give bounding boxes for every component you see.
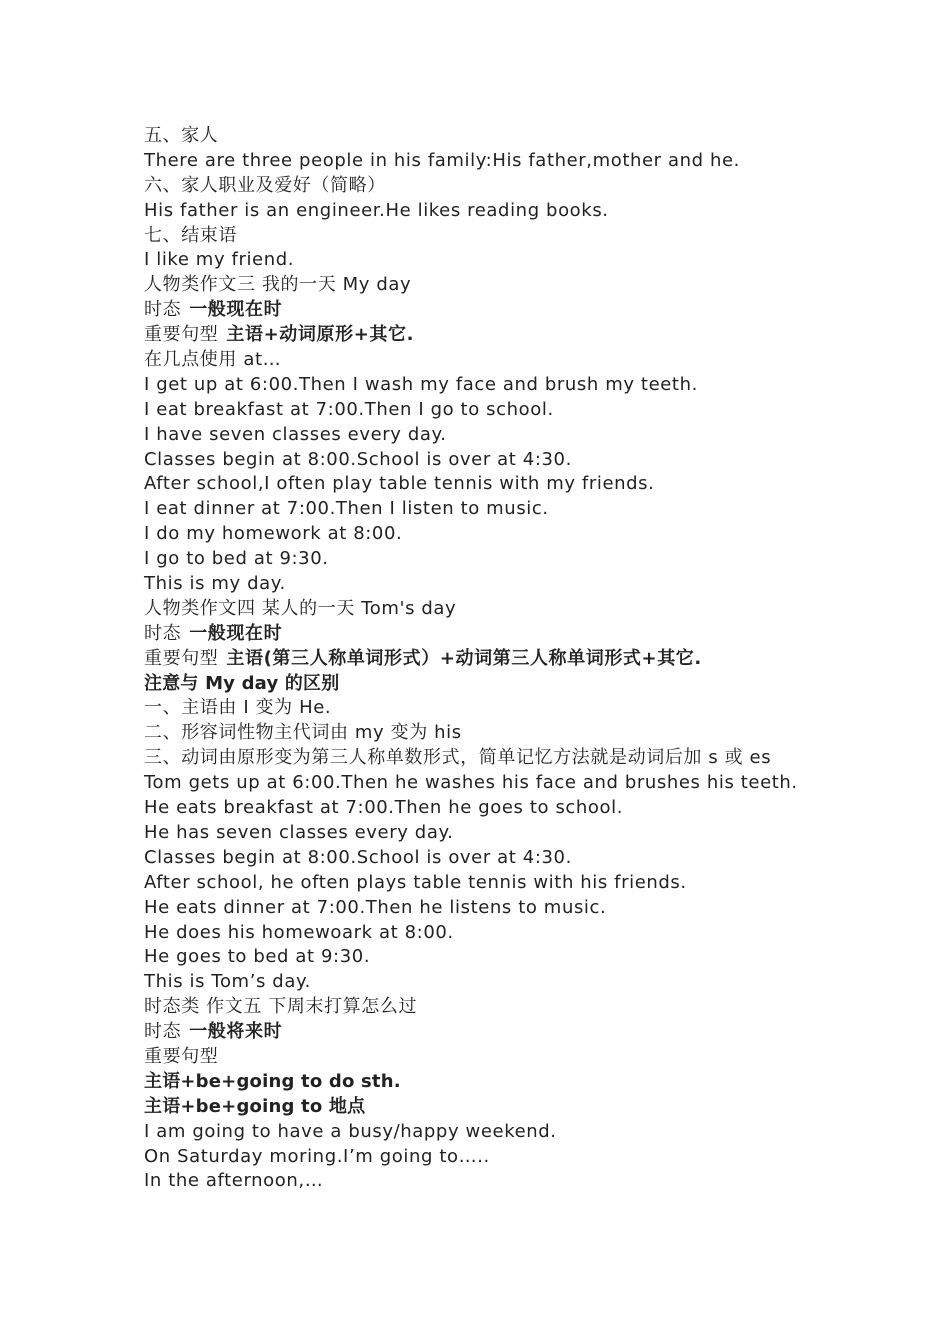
text-line: 主语+be+going to 地点 <box>144 1095 366 1117</box>
text-line: I am going to have a busy/happy weekend. <box>144 1120 557 1142</box>
line-label: 时态 <box>144 299 182 321</box>
text-line <box>144 647 814 672</box>
text-line: 人物类作文四 某人的一天 Tom's day <box>144 597 457 619</box>
line-label: 重要句型 <box>144 647 219 669</box>
text-line: 在几点使用 at… <box>144 349 282 371</box>
line-label: 重要句型 <box>144 324 219 346</box>
line-label: 时态 <box>144 622 182 644</box>
text-line: Classes begin at 8:00.School is over at 4:30. <box>144 846 572 868</box>
text-line: After school,I often play table tennis with my friends. <box>144 473 655 495</box>
text-line: I get up at 6:00.Then I wash my face and brush my teeth. <box>144 373 698 395</box>
text-line: He goes to bed at 9:30. <box>144 946 371 968</box>
text-line <box>144 323 814 348</box>
line-emphasis: 主语+动词原形+其它. <box>226 324 415 346</box>
line-label: 时态 <box>144 1021 182 1043</box>
text-line <box>144 1020 814 1045</box>
text-line: 时态类 作文五 下周末打算怎么过 <box>144 996 418 1018</box>
text-line: There are three people in his family:His father,mother and he. <box>144 149 740 171</box>
text-line: He eats breakfast at 7:00.Then he goes to school. <box>144 797 624 819</box>
text-line: In the afternoon,… <box>144 1170 324 1192</box>
text-line: I have seven classes every day. <box>144 423 447 445</box>
text-line: 二、形容词性物主代词由 my 变为 his <box>144 722 462 744</box>
text-line: He eats dinner at 7:00.Then he listens to music. <box>144 896 607 918</box>
text-line: 注意与 My day 的区别 <box>144 672 340 694</box>
text-line: 重要句型 <box>144 1045 219 1067</box>
line-emphasis: 一般现在时 <box>189 299 283 321</box>
text-line: 人物类作文三 我的一天 My day <box>144 274 412 296</box>
text-line: His father is an engineer.He likes reading books. <box>144 199 609 221</box>
text-line: 五、家人 <box>144 125 219 146</box>
line-emphasis: 一般现在时 <box>189 622 283 644</box>
text-line <box>144 622 814 647</box>
text-line: I do my homework at 8:00. <box>144 523 403 545</box>
text-line: I eat breakfast at 7:00.Then I go to school. <box>144 398 554 420</box>
line-emphasis: 一般将来时 <box>189 1021 283 1043</box>
text-line: 六、家人职业及爱好（简略） <box>144 174 386 196</box>
text-line: On Saturday moring.I’m going to….. <box>144 1145 490 1167</box>
text-line: He does his homewoark at 8:00. <box>144 921 454 943</box>
text-line: Classes begin at 8:00.School is over at 4:30. <box>144 448 572 470</box>
text-line: He has seven classes every day. <box>144 821 454 843</box>
text-line: I eat dinner at 7:00.Then I listen to music. <box>144 498 549 520</box>
text-line: 一、主语由 I 变为 He. <box>144 697 332 719</box>
line-emphasis: 主语(第三人称单词形式）+动词第三人称单词形式+其它. <box>226 647 702 669</box>
document-body <box>144 124 814 1194</box>
text-line: I like my friend. <box>144 249 295 271</box>
text-line: After school, he often plays table tennis with his friends. <box>144 871 687 893</box>
text-line: 主语+be+going to do sth. <box>144 1070 401 1092</box>
text-line: This is my day. <box>144 573 286 595</box>
text-line: 三、动词由原形变为第三人称单数形式，简单记忆方法就是动词后加 s 或 es <box>144 747 772 769</box>
text-line: 七、结束语 <box>144 224 237 246</box>
text-line: I go to bed at 9:30. <box>144 548 329 570</box>
text-line <box>144 298 814 323</box>
text-line: Tom gets up at 6:00.Then he washes his face and brushes his teeth. <box>144 772 798 794</box>
text-line: This is Tom’s day. <box>144 971 311 993</box>
